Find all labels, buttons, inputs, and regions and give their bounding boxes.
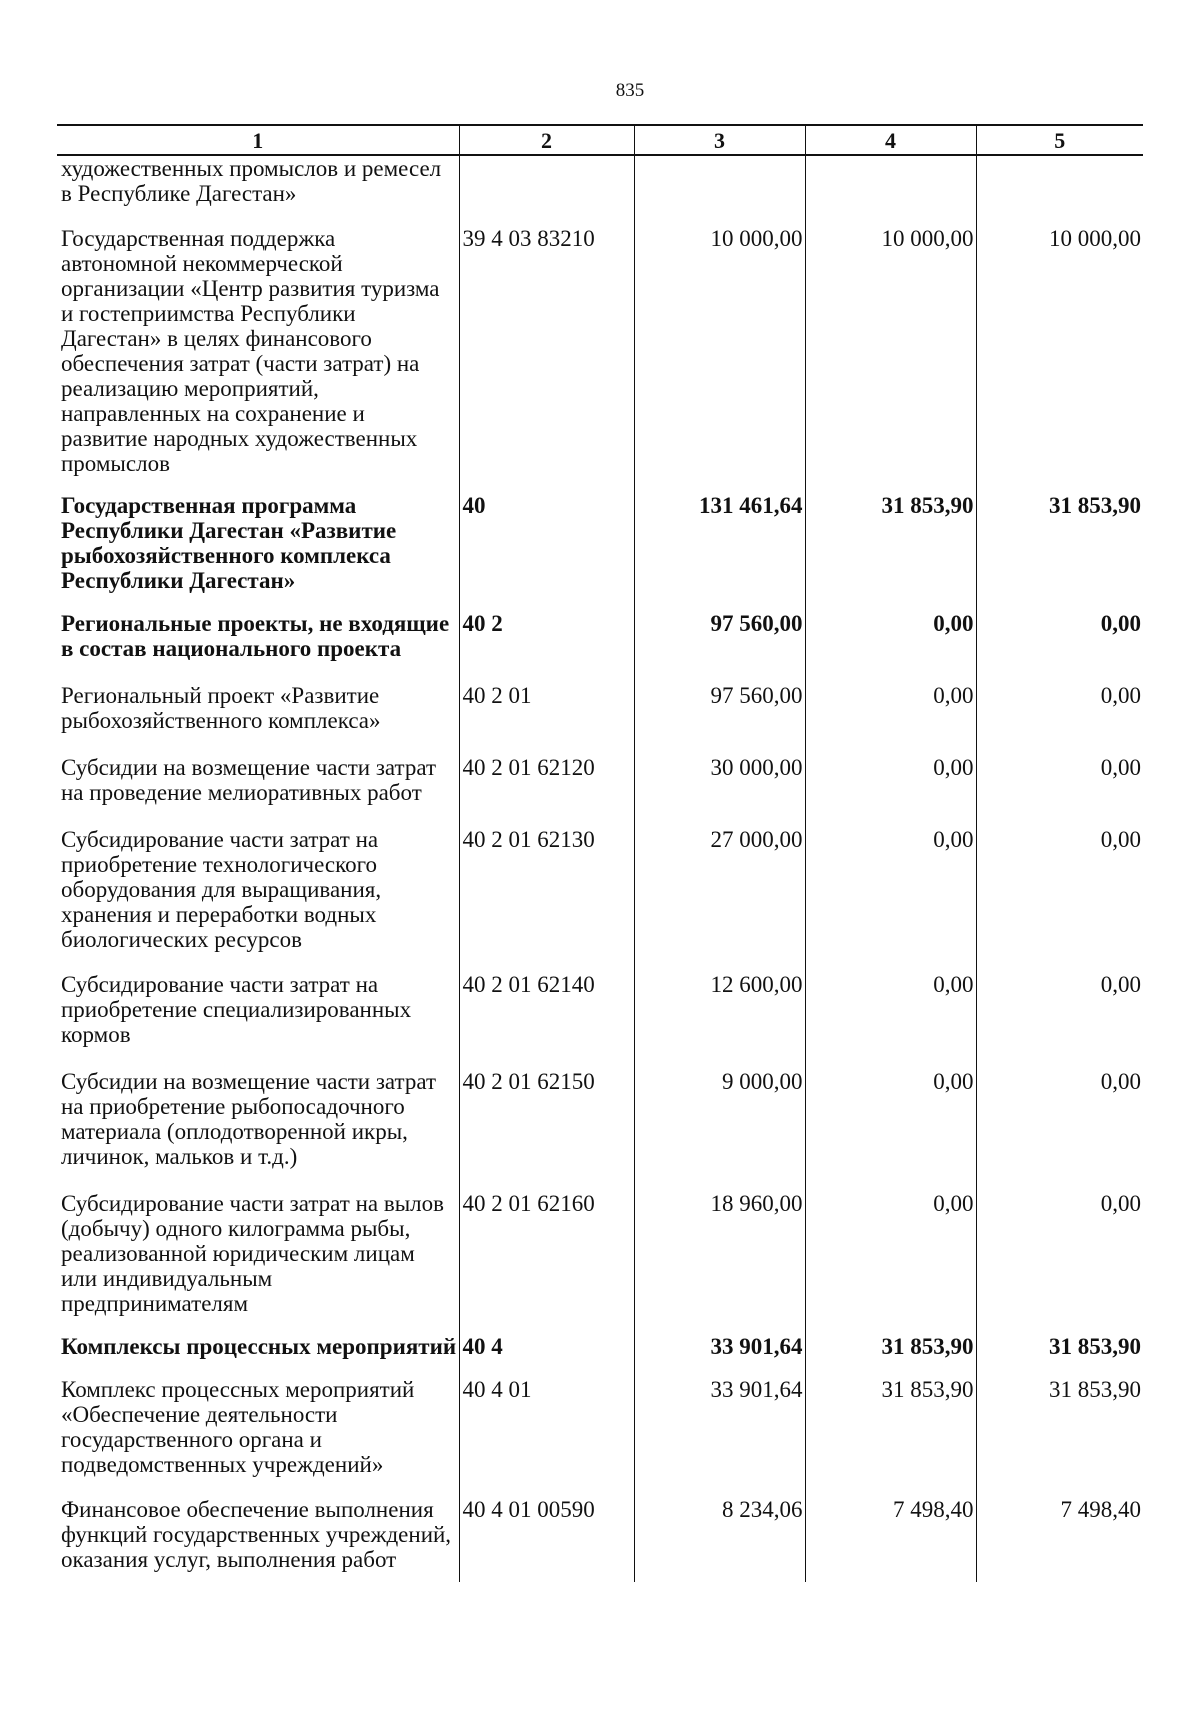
table-row xyxy=(57,1334,1143,1377)
row-value-col4-cell: 0,00 xyxy=(805,683,976,755)
row-value-col5-cell: 7 498,40 xyxy=(976,1497,1143,1582)
row-value-col5-cell: 0,00 xyxy=(976,611,1143,683)
row-value-col4-cell xyxy=(805,155,976,226)
row-value-col4-cell: 0,00 xyxy=(805,611,976,683)
row-value-col5-cell: 0,00 xyxy=(976,683,1143,755)
row-value-col4-cell: 0,00 xyxy=(805,827,976,972)
column-header-3: 3 xyxy=(634,125,805,155)
row-name-cell: Комплексы процессных мероприятий xyxy=(61,1334,457,1359)
row-value-col3-cell: 33 901,64 xyxy=(634,1334,805,1377)
row-value-col3-cell: 8 234,06 xyxy=(634,1497,805,1582)
row-value-col3-cell: 12 600,00 xyxy=(634,972,805,1069)
row-value-col5-cell: 0,00 xyxy=(976,1069,1143,1191)
row-name-cell: Субсидирование части затрат на вылов (добычу) одного килограмма рыбы, реализованной юридическим лицам или индивидуальным предпринимателям xyxy=(61,1191,444,1316)
row-value-col5-cell: 10 000,00 xyxy=(976,226,1143,493)
row-value-col3-cell: 10 000,00 xyxy=(634,226,805,493)
page-number: 835 xyxy=(615,80,645,101)
row-value-col3-cell: 97 560,00 xyxy=(634,611,805,683)
table-row xyxy=(57,226,1143,493)
column-header-4: 4 xyxy=(805,125,976,155)
row-name-cell: Субсидии на возмещение части затрат на проведение мелиоративных работ xyxy=(61,755,437,805)
table-row xyxy=(57,1377,1143,1497)
row-code-cell: 40 4 xyxy=(459,1334,634,1377)
row-name-cell: Субсидии на возмещение части затрат на приобретение рыбопосадочного материала (оплодотворенной икры, личинок, мальков и т.д.) xyxy=(61,1069,437,1169)
row-code-cell: 40 2 01 62140 xyxy=(459,972,634,1069)
row-value-col4-cell: 31 853,90 xyxy=(805,493,976,611)
table-row xyxy=(57,1069,1143,1191)
row-value-col3-cell: 30 000,00 xyxy=(634,755,805,827)
row-value-col5-cell: 31 853,90 xyxy=(976,493,1143,611)
row-name-cell: Государственная программа Республики Дагестан «Развитие рыбохозяйственного комплекса Республики Дагестан» xyxy=(61,493,397,593)
row-value-col4-cell: 0,00 xyxy=(805,972,976,1069)
header-row xyxy=(57,125,1143,155)
table-row xyxy=(57,972,1143,1069)
row-code-cell: 40 xyxy=(459,493,634,611)
table-row xyxy=(57,683,1143,755)
row-value-col3-cell: 97 560,00 xyxy=(634,683,805,755)
row-value-col3-cell: 131 461,64 xyxy=(634,493,805,611)
table-row xyxy=(57,827,1143,972)
row-value-col5-cell xyxy=(976,155,1143,226)
table-row xyxy=(57,611,1143,683)
row-name-cell: Субсидирование части затрат на приобретение специализированных кормов xyxy=(61,972,412,1047)
budget-table-container xyxy=(57,124,1143,1582)
column-header-2: 2 xyxy=(459,125,634,155)
row-value-col3-cell: 18 960,00 xyxy=(634,1191,805,1334)
row-value-col4-cell: 0,00 xyxy=(805,755,976,827)
row-value-col5-cell: 0,00 xyxy=(976,1191,1143,1334)
row-value-col4-cell: 31 853,90 xyxy=(805,1334,976,1377)
column-header-1: 1 xyxy=(57,125,459,155)
row-name-cell: Региональный проект «Развитие рыбохозяйственного комплекса» xyxy=(61,683,381,733)
table-row xyxy=(57,493,1143,611)
row-code-cell: 40 4 01 00590 xyxy=(459,1497,634,1582)
row-value-col4-cell: 31 853,90 xyxy=(805,1377,976,1497)
row-code-cell: 40 2 01 62150 xyxy=(459,1069,634,1191)
row-value-col3-cell: 27 000,00 xyxy=(634,827,805,972)
row-code-cell: 40 2 xyxy=(459,611,634,683)
row-code-cell: 39 4 03 83210 xyxy=(459,226,634,493)
column-header-5: 5 xyxy=(976,125,1143,155)
table-body xyxy=(57,155,1143,1582)
row-code-cell: 40 2 01 62120 xyxy=(459,755,634,827)
row-code-cell xyxy=(459,155,634,226)
row-value-col4-cell: 0,00 xyxy=(805,1191,976,1334)
row-code-cell: 40 4 01 xyxy=(459,1377,634,1497)
row-name-cell: художественных промыслов и ремесел в Республике Дагестан» xyxy=(61,156,442,206)
row-value-col4-cell: 7 498,40 xyxy=(805,1497,976,1582)
row-value-col5-cell: 0,00 xyxy=(976,827,1143,972)
row-value-col3-cell: 9 000,00 xyxy=(634,1069,805,1191)
row-value-col4-cell: 0,00 xyxy=(805,1069,976,1191)
row-name-cell: Государственная поддержка автономной некоммерческой организации «Центр развития туризма и гостеприимства Республики Дагестан» в целях финансового обеспечения затрат (части затрат) на реализацию мероприятий, направленных на сохранение и развитие народных художественных промыслов xyxy=(61,226,440,476)
row-value-col5-cell: 31 853,90 xyxy=(976,1334,1143,1377)
budget-table xyxy=(57,124,1143,1582)
row-name-cell: Субсидирование части затрат на приобретение технологического оборудования для выращивания, хранения и переработки водных биологических ресурсов xyxy=(61,827,382,952)
table-row xyxy=(57,1497,1143,1582)
row-name-cell: Региональные проекты, не входящие в состав национального проекта xyxy=(61,611,450,661)
table-row xyxy=(57,1191,1143,1334)
row-value-col5-cell: 0,00 xyxy=(976,755,1143,827)
row-code-cell: 40 2 01 62160 xyxy=(459,1191,634,1334)
table-row xyxy=(57,755,1143,827)
row-code-cell: 40 2 01 62130 xyxy=(459,827,634,972)
table-row xyxy=(57,155,1143,226)
row-code-cell: 40 2 01 xyxy=(459,683,634,755)
row-name-cell: Комплекс процессных мероприятий «Обеспечение деятельности государственного органа и подведомственных учреждений» xyxy=(61,1377,415,1477)
row-value-col5-cell: 0,00 xyxy=(976,972,1143,1069)
row-value-col5-cell: 31 853,90 xyxy=(976,1377,1143,1497)
row-name-cell: Финансовое обеспечение выполнения функций государственных учреждений, оказания услуг, выполнения работ xyxy=(61,1497,452,1572)
row-value-col3-cell xyxy=(634,155,805,226)
row-value-col3-cell: 33 901,64 xyxy=(634,1377,805,1497)
row-value-col4-cell: 10 000,00 xyxy=(805,226,976,493)
